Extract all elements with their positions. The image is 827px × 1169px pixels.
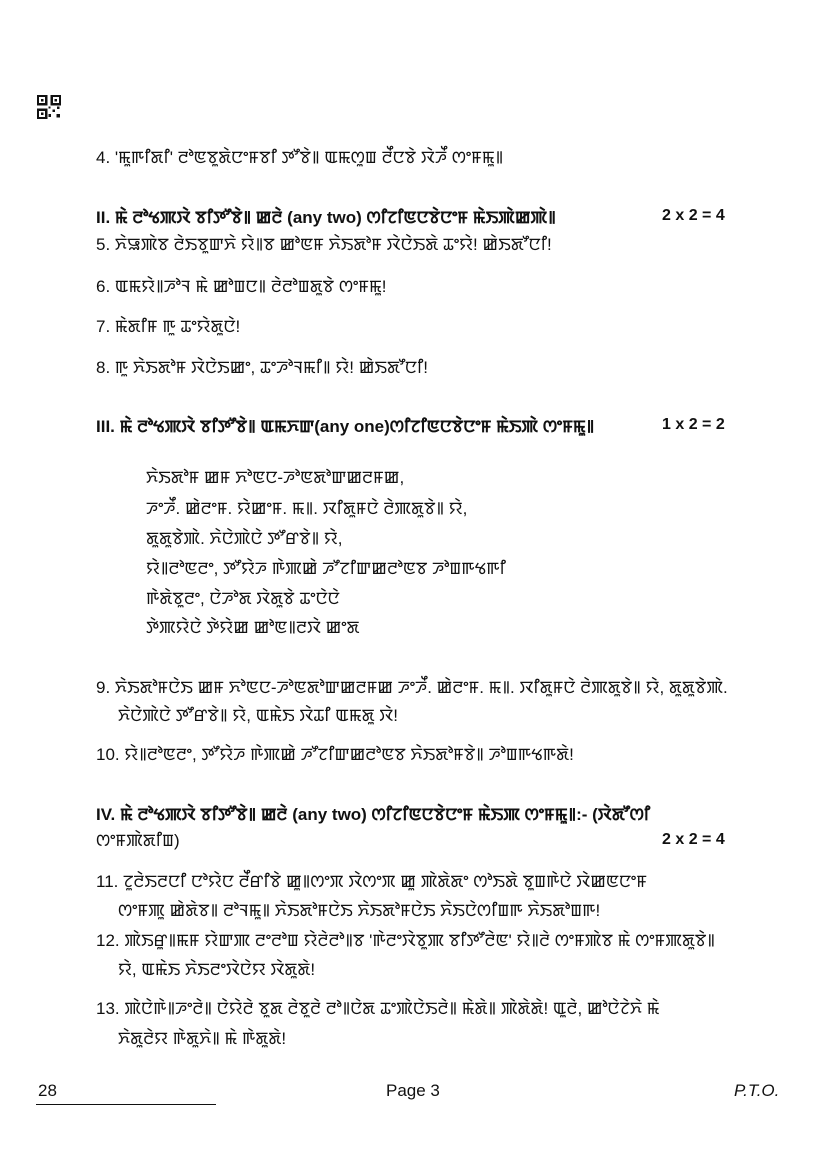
question-6: 6. ꯑꯃꯌꯥ꯫ꯍꯣꯜ ꯃꯥ ꯀꯣꯡꯅ꯫ ꯂꯥꯂꯣꯡꯗꯨꯕꯥ ꯁꯦꯝꯃꯨ!: [96, 277, 387, 296]
question-13-line-2: ꯈꯥꯗꯨꯂꯥꯌ ꯒꯥꯗꯨꯈꯥ꯫ ꯃꯥ ꯒꯥꯗꯨꯗꯥ!: [118, 1029, 287, 1048]
section-4-marks: 2 x 2 = 4: [662, 831, 725, 848]
question-4: 4. 'ꯃꯨꯒꯤꯗꯤ' ꯂꯣꯟꯕꯨꯗꯥꯅꯦꯝꯕꯤ ꯇꯧꯕꯥ꯫ ꯑꯃꯁꯨꯡ ꯂꯩꯅꯕꯥ ꯋꯥꯍꯩ ꯁꯦꯝꯃꯨ꯫: [96, 148, 504, 167]
poem-line: ꯒꯥꯗꯥꯕꯨꯂꯦ, ꯅꯥꯍꯣꯗ ꯋꯥꯗꯨꯕꯥ ꯊꯦꯅꯥꯅꯥ: [146, 589, 340, 608]
section-2-heading: II. ꯃꯥ ꯂꯣꯠꯄꯋꯥ ꯕꯤꯇꯧꯕꯥ꯫ ꯀꯂꯥ (any two) ꯁꯤꯖꯤꯟꯅꯕꯥꯅꯦꯝ ꯃꯥꯏꯄꯥꯀꯄꯥ꯫: [96, 208, 556, 227]
poem-line: ꯗꯨꯗꯨꯕꯥꯄꯥ. ꯈꯥꯅꯥꯄꯥꯅꯥ ꯇꯧꯔꯕꯥ꯫ ꯌꯥ,: [146, 529, 343, 548]
question-10: 10. ꯌꯥ꯫ꯂꯣꯟꯂꯦ, ꯇꯧꯌꯥꯍ ꯒꯥꯄꯀꯥ ꯍꯧꯖꯤꯛꯀꯂꯣꯟꯕ ꯈꯥꯏꯗꯣꯝꯕꯥ꯫ ꯍꯣꯡꯒꯠꯒꯗꯥ!: [96, 745, 574, 764]
question-11-line-2: ꯁꯦꯝꯄꯨ ꯀꯥꯗꯥꯕ꯫ ꯂꯣꯜꯃꯨ꯫ ꯈꯥꯏꯗꯣꯝꯅꯥꯏ ꯈꯥꯏꯗꯣꯝꯅꯥꯏ ꯈꯥꯏꯅꯥꯁꯤꯡꯒ ꯈꯥꯏꯗꯣꯡꯒ!: [118, 901, 601, 920]
poem-line: ꯍꯦꯍꯩ. ꯀꯥꯂꯦꯝ. ꯌꯥꯀꯦꯝ. ꯃ꯫. ꯋꯤꯗꯨꯝꯅꯥ ꯂꯥꯄꯗꯨꯕꯥ꯫ ꯌꯥ,: [146, 499, 468, 518]
section-4-heading-line-2: ꯁꯦꯝꯄꯥꯗꯤꯡ): [96, 831, 180, 850]
footer-rule: [36, 1104, 216, 1105]
pto-label: P.T.O.: [734, 1081, 780, 1100]
question-9-line-1: 9. ꯈꯥꯏꯗꯣꯝꯅꯥꯏ ꯀꯝ ꯈꯣꯟꯅ-ꯍꯣꯟꯗꯣꯛꯀꯂꯝꯀ ꯍꯦꯍꯩ. ꯀꯥꯂꯦꯝ. ꯃ꯫. ꯋꯤꯗꯨꯝꯅꯥ ꯂꯥꯄꯗꯨꯕꯥ꯫ ꯌꯥ, ꯗꯨꯗꯨꯕꯥꯄꯥ.: [96, 678, 728, 697]
page-number: Page 3: [386, 1081, 440, 1100]
question-13-line-1: 13. ꯄꯥꯅꯥꯒꯥ꯫ꯍꯦꯂꯥ꯫ ꯅꯥꯌꯥꯂꯥ ꯕꯨꯗ ꯂꯥꯕꯨꯂꯥ ꯂꯣ꯫ꯅꯥꯗ ꯊꯦꯄꯥꯅꯥꯏꯂꯥ꯫ ꯃꯥꯗꯥ꯫ ꯄꯥꯗꯥꯗꯥ! ꯑꯨꯂꯥ, ꯀꯣꯅꯥꯖꯥꯈꯥ ꯃꯥ: [96, 999, 660, 1018]
question-11-line-1: 11. ꯖꯨꯂꯥꯏꯂꯅꯤ ꯅꯣꯌꯥꯅ ꯂꯩꯔꯤꯕꯥ ꯀꯨ꯫ꯁꯦꯞ ꯋꯥꯁꯦꯞ ꯀꯨ ꯄꯥꯗꯥꯗꯦ ꯁꯣꯏꯗꯥ ꯕꯨꯡꯒꯥꯅꯥ ꯋꯥꯀꯟꯅꯦꯝ: [96, 872, 647, 891]
section-2-marks: 2 x 2 = 4: [662, 207, 725, 224]
section-3-marks: 1 x 2 = 2: [662, 416, 725, 433]
section-3-heading: III. ꯃꯥ ꯂꯣꯠꯄꯋꯥ ꯕꯤꯇꯧꯕꯥ꯫ ꯑꯃꯈꯛ(any one)ꯁꯤꯖꯤꯟꯅꯕꯥꯅꯦꯝ ꯃꯥꯏꯄꯥ ꯁꯦꯝꯃꯨ꯫: [96, 417, 595, 436]
poem-line: ꯈꯥꯏꯗꯣꯝ ꯀꯝ ꯈꯣꯟꯅ-ꯍꯣꯟꯗꯣꯛꯀꯂꯝꯀ,: [146, 468, 405, 487]
question-8: 8. ꯒꯨ ꯈꯥꯏꯗꯣꯝ ꯋꯥꯅꯥꯏꯀꯦ, ꯊꯦꯍꯣꯜꯃꯤ꯫ ꯌꯥ! ꯀꯥꯏꯗꯧꯅꯤ!: [96, 358, 428, 377]
question-9-line-2: ꯈꯥꯅꯥꯄꯥꯅꯥ ꯇꯧꯔꯕꯥ꯫ ꯌꯥ, ꯑꯃꯥꯏ ꯋꯥꯊꯤ ꯑꯃꯗꯨ ꯋꯥ!: [118, 706, 398, 725]
poem-line: ꯌꯥ꯫ꯂꯣꯟꯂꯦ, ꯇꯧꯌꯥꯍ ꯒꯥꯄꯀꯥ ꯍꯧꯖꯤꯛꯀꯂꯣꯟꯕ ꯍꯣꯡꯒꯠꯒꯤ: [146, 559, 506, 578]
page-code: 28: [38, 1081, 57, 1100]
question-12-line-1: 12. ꯄꯥꯏꯔꯨ꯫ꯃꯝ ꯌꯥꯛꯄ ꯂꯦꯂꯣꯡ ꯌꯥꯂꯥꯂꯣ꯫ꯕ 'ꯒꯥꯂꯦꯋꯥꯕꯨꯄ ꯕꯤꯇꯧꯂꯥꯟ' ꯌꯥ꯫ꯂꯥ ꯁꯦꯝꯄꯥꯕ ꯃꯥ ꯁꯦꯝꯄꯗꯨꯕꯥ꯫: [96, 931, 716, 950]
poem-line: ꯇꯥꯄꯌꯥꯅꯥ ꯇꯥꯌꯥꯀ ꯀꯣꯟ꯫ꯂꯋꯥ ꯀꯦꯗ: [146, 618, 360, 637]
qr-code-icon: [37, 95, 61, 119]
question-12-line-2: ꯌꯥ, ꯑꯃꯥꯏ ꯈꯥꯏꯂꯦꯋꯥꯅꯥꯌ ꯋꯥꯗꯨꯗꯥ!: [118, 960, 316, 979]
question-7: 7. ꯃꯥꯗꯤꯝ ꯒꯨ ꯊꯦꯌꯥꯗꯨꯅꯥ!: [96, 317, 241, 336]
section-4-heading-line-1: IV. ꯃꯥ ꯂꯣꯠꯄꯋꯥ ꯕꯤꯇꯧꯕꯥ꯫ ꯀꯂꯥ (any two) ꯁꯤꯖꯤꯟꯅꯕꯥꯅꯦꯝ ꯃꯥꯏꯄ ꯁꯦꯝꯃꯨ꯫:- (ꯋꯥꯗꯧꯁꯤ: [96, 805, 651, 824]
question-5: 5. ꯈꯥꯎꯄꯥꯕ ꯂꯥꯏꯕꯨꯛꯈꯥ ꯌꯥ꯫ꯕ ꯀꯣꯟꯝ ꯈꯥꯏꯗꯣꯝ ꯋꯥꯅꯥꯏꯗꯥ ꯊꯦꯌꯥ! ꯀꯥꯏꯗꯧꯅꯤ!: [96, 235, 552, 254]
